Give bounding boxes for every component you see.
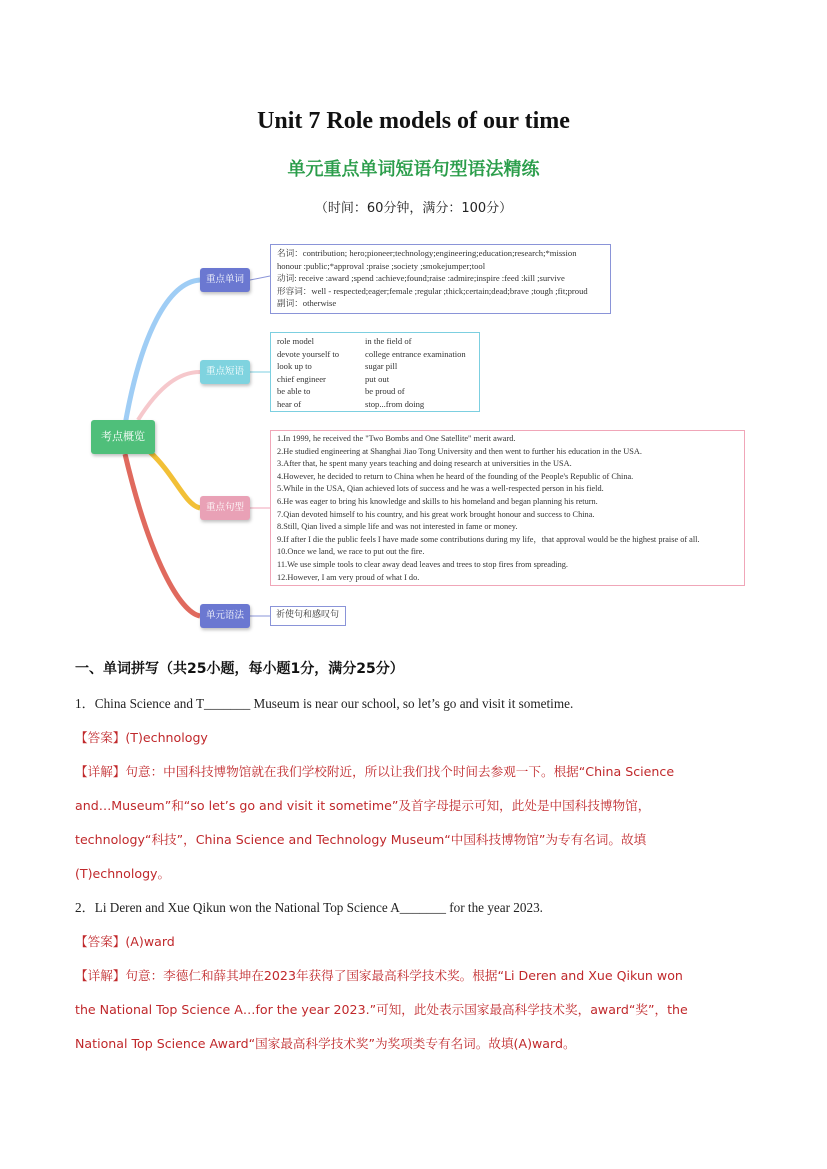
answer-label: 【答案】 xyxy=(75,730,126,745)
answer-2 xyxy=(75,925,765,959)
phrase: in the field of xyxy=(365,336,412,346)
key-phrases-box xyxy=(270,332,480,412)
key-words-box xyxy=(270,244,611,314)
words-line: honour :public;*approval :praise ;society ;smokejumper;tool xyxy=(277,260,486,271)
detail-label: 【详解】 xyxy=(75,764,126,779)
link-words-box xyxy=(250,276,270,280)
detail-line: technology“科技”，China Science and Technology Museum“中国科技博物馆”为专有名词。故填 xyxy=(75,832,647,847)
phrase: put out xyxy=(365,373,390,384)
branch-key-sentences: 重点句型 xyxy=(200,496,250,520)
sentence-line: 5.While in the USA, Qian achieved lots of success and he was a well-respected person in his field. xyxy=(277,484,604,494)
branch-key-words: 重点单词 xyxy=(200,268,250,292)
answer-text: (T)echnology xyxy=(125,730,208,745)
phrase: be able to xyxy=(277,386,311,397)
phrase: be proud of xyxy=(365,386,405,397)
detail-line: 句意：李德仁和薛其坤在2023年获得了国家最高科学技术奖。根据“Li Deren and Xue Qikun won xyxy=(125,968,683,983)
phrase: look up to xyxy=(277,361,312,372)
phrase: college entrance examination xyxy=(365,348,466,359)
phrase-row xyxy=(277,373,473,386)
key-sentences-box xyxy=(270,430,745,586)
time-info: （时间：60分钟，满分：100分） xyxy=(314,201,513,216)
connector-phrases xyxy=(138,372,200,420)
phrase-row xyxy=(277,398,473,411)
phrase: stop...from doing xyxy=(365,398,425,409)
phrase-row xyxy=(277,335,473,348)
sentence-line: 3.After that, he spent many years teaching and doing research at universities in the USA. xyxy=(277,459,572,469)
sentence-line: 8.Still, Qian lived a simple life and was not interested in fame or money. xyxy=(277,522,518,532)
phrase-row xyxy=(277,385,473,398)
connector-words xyxy=(123,280,200,437)
words-line: 动词: receive :award ;spend :achieve;found;raise :admire;inspire :feed :kill ;survive xyxy=(277,273,565,284)
question-1: 1．China Science and T_______ Museum is near our school, so let’s go and visit it sometime. xyxy=(75,696,574,711)
sentence-line: 1.In 1999, he received the "Two Bombs and One Satellite" merit award. xyxy=(277,434,516,443)
grammar-box: 祈使句和感叹句 xyxy=(270,606,346,626)
section-heading: 一、单词拼写（共25小题，每小题1分，满分25分） xyxy=(75,661,404,677)
sentence-line: 7.Qian devoted himself to his country, and his great work brought honour and success to China. xyxy=(277,509,595,519)
phrase: devote yourself to xyxy=(277,348,340,359)
detail-line: National Top Science Award“国家最高科学技术奖”为奖项类专有名词。故填(A)ward。 xyxy=(75,1036,576,1051)
words-line: 名词：contribution; hero;pioneer;technology;engineering;education;research;*mission xyxy=(277,248,577,258)
phrase-row xyxy=(277,348,473,361)
phrase: sugar pill xyxy=(365,361,398,372)
question-2: 2．Li Deren and Xue Qikun won the National Top Science A_______ for the year 2023. xyxy=(75,900,543,915)
answer-label: 【答案】 xyxy=(75,934,126,949)
detail-line: 句意：中国科技博物馆就在我们学校附近，所以让我们找个时间去参观一下。根据“China Science xyxy=(125,764,675,779)
page-subtitle: 单元重点单词短语句型语法精练 xyxy=(287,159,540,180)
sentence-line: 11.We use simple tools to clear away dead leaves and trees to stop fires from spreading. xyxy=(277,559,568,569)
connector-sentences xyxy=(150,452,200,508)
detail-line: and…Museum”和“so let’s go and visit it sometime”及首字母提示可知，此处是中国科技博物馆， xyxy=(75,798,651,813)
phrase: chief engineer xyxy=(277,373,326,384)
connector-grammar xyxy=(125,454,200,616)
detail-label: 【详解】 xyxy=(75,968,126,983)
words-line: 形容词：well - respected;eager;female ;regular ;thick;certain;dead;brave ;tough ;fit;proud xyxy=(277,285,588,296)
detail-1 xyxy=(75,755,765,891)
phrase-row xyxy=(277,360,473,373)
answer-text: (A)ward xyxy=(125,934,175,949)
words-line: 副词：otherwise xyxy=(277,298,337,309)
phrase: role model xyxy=(277,336,314,346)
detail-2 xyxy=(75,959,765,1061)
mindmap-root: 考点概览 xyxy=(91,420,155,454)
answer-1 xyxy=(75,721,765,755)
branch-key-phrases: 重点短语 xyxy=(200,360,250,384)
sentence-line: 4.However, he decided to return to China when he heard of the founding of the People's Republic of China. xyxy=(277,471,634,481)
sentence-line: 9.If after I die the public feels I have made some contributions during my life，that approval would be the highest praise of all. xyxy=(277,534,700,544)
detail-line: (T)echnology。 xyxy=(75,866,171,881)
page-title: Unit 7 Role models of our time xyxy=(257,108,570,134)
sentence-line: 6.He was eager to bring his knowledge and skills to his homeland and began planning his return. xyxy=(277,496,598,506)
sentence-line: 2.He studied engineering at Shanghai Jiao Tong University and then went to further his education in the USA. xyxy=(277,446,642,456)
detail-line: the National Top Science A…for the year 2023.”可知，此处表示国家最高科学技术奖，award“奖”，the xyxy=(75,1002,688,1017)
branch-grammar: 单元语法 xyxy=(200,604,250,628)
phrase: hear of xyxy=(277,398,302,409)
sentence-line: 12.However, I am very proud of what I do. xyxy=(277,572,420,582)
sentence-line: 10.Once we land, we race to put out the fire. xyxy=(277,547,425,557)
